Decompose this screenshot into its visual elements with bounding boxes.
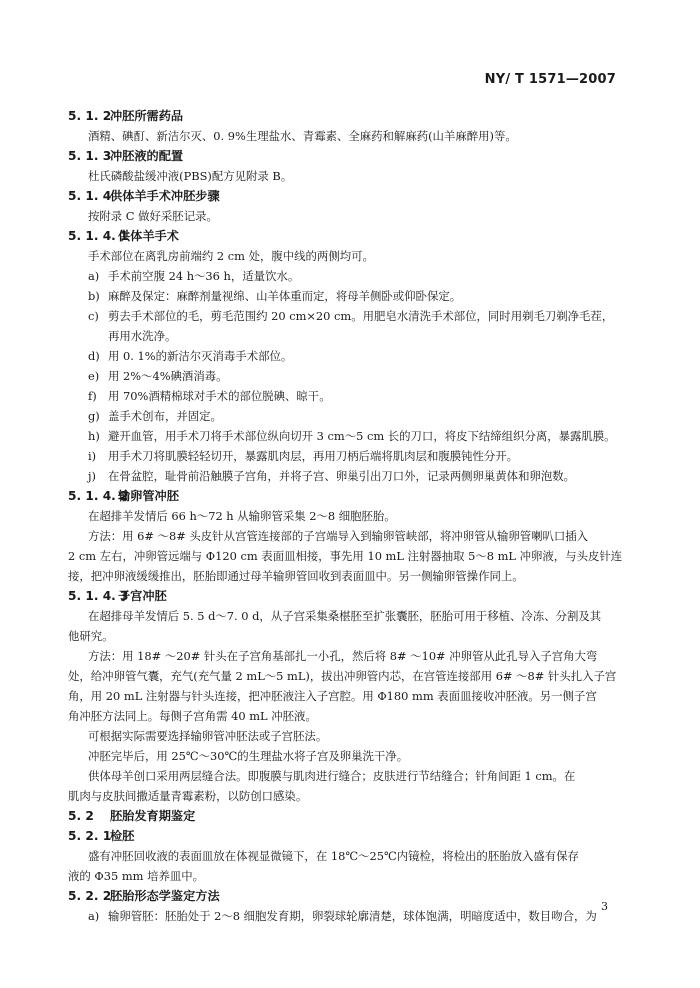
section-5-1-2-text: 酒精、碘酊、新洁尔灭、0. 9%生理盐水、青霉素、全麻药和解麻药(山羊麻醉用)等。 xyxy=(88,129,517,143)
text-line: 他研究。 xyxy=(68,629,114,643)
section-number: 5. 1. 2 xyxy=(68,109,112,123)
list-item xyxy=(68,266,616,286)
list-marker: g) xyxy=(88,409,100,423)
text-line: 液的 Φ35 mm 培养皿中。 xyxy=(68,869,205,883)
list-text: 手术前空腹 24 h～36 h，适量饮水。 xyxy=(108,269,300,283)
text-line: 2 cm 左右，冲卵管远端与 Φ120 cm 表面皿相接，事先用 10 mL 注射器抽取 5～8 mL 冲卵液，与头皮针连 xyxy=(68,549,623,563)
list-marker: e) xyxy=(88,369,100,383)
list-text: 用 0. 1%的新洁尔灭消毒手术部位。 xyxy=(108,349,293,363)
list-item xyxy=(68,906,616,926)
list-text: 避开血管，用手术刀将手术部位纵向切开 3 cm～5 cm 长的刀口，将皮下结缔组织分离，暴露肌膜。 xyxy=(108,429,616,443)
section-5-1-4-1-heading xyxy=(68,226,616,246)
text-line: 处，给冲卵管气囊，充气(充气量 2 mL～5 mL)，拔出冲卵管内芯，在宫管连接部用 6# ～8# 针头扎入子宫 xyxy=(68,669,617,683)
section-5-1-3-heading xyxy=(68,146,616,166)
text-line: 接，把冲卵液缓缓推出，胚胎即通过母羊输卵管回收到表面皿中。另一侧输卵管操作同上。 xyxy=(68,569,524,583)
list-item xyxy=(68,466,616,486)
list-text: 剪去手术部位的毛，剪毛范围约 20 cm×20 cm。用肥皂水清洗手术部位，同时用剃毛刀剃净毛茬，再用水洗净。 xyxy=(108,309,614,343)
page-content xyxy=(68,106,623,926)
list-marker: i) xyxy=(88,449,97,463)
list-item xyxy=(68,386,616,406)
section-5-1-4-3-p4: 冲胚完毕后，用 25℃～30℃的生理盐水将子宫及卵巢洗干净。 xyxy=(88,749,409,763)
list-text: 用 2%～4%碘酒消毒。 xyxy=(108,369,228,383)
list-marker: f) xyxy=(88,389,97,403)
section-title: 子宫冲胚 xyxy=(118,589,167,603)
text-line: 角，用 20 mL 注射器与针头连接，把冲胚液注入子宫腔。用 Φ180 mm 表面皿接收冲胚液。另一侧子宫 xyxy=(68,689,597,703)
text-line: 方法：用 6# ～8# 头皮针从宫管连接部的子宫端导入到输卵管峡部，将冲卵管从输卵管喇叭口插入 xyxy=(88,529,589,543)
section-5-2-1-p1 xyxy=(68,846,616,886)
list-item xyxy=(68,366,616,386)
list-item xyxy=(68,426,616,446)
section-title: 胚胎形态学鉴定方法 xyxy=(110,889,220,903)
section-5-1-4-2-method xyxy=(68,526,623,586)
list-text: 输卵管胚：胚胎处于 2～8 细胞发育期，卵裂球轮廓清楚，球体饱满，明暗度适中，数目吻合，为 xyxy=(108,909,597,923)
section-title: 冲胚所需药品 xyxy=(110,109,184,123)
section-5-1-4-1-intro: 手术部位在离乳房前端约 2 cm 处，腹中线的两侧均可。 xyxy=(88,249,374,263)
section-5-1-4-text: 按附录 C 做好采胚记录。 xyxy=(88,209,218,223)
list-marker: a) xyxy=(88,269,100,283)
section-title: 供体羊手术 xyxy=(118,229,179,243)
section-title: 胚胎发育期鉴定 xyxy=(110,809,196,823)
section-5-1-4-3-p5 xyxy=(68,766,616,806)
section-5-1-4-2-heading xyxy=(68,486,616,506)
section-number: 5. 2. 2 xyxy=(68,889,112,903)
section-5-1-4-3-p1 xyxy=(68,606,616,646)
list-item xyxy=(68,446,616,466)
section-number: 5. 2 xyxy=(68,809,94,823)
text-line: 盛有冲胚回收液的表面皿放在体视显微镜下，在 18℃～25℃内镜检，将检出的胚胎放入盛有保存 xyxy=(88,849,579,863)
section-5-1-4-3-heading xyxy=(68,586,616,606)
list-text: 用 70%酒精棉球对手术的部位脱碘、晾干。 xyxy=(108,389,331,403)
section-5-1-3-text: 杜氏磷酸盐缓冲液(PBS)配方见附录 B。 xyxy=(88,169,293,183)
list-item xyxy=(68,286,616,306)
section-5-1-4-3-p3: 可根据实际需要选择输卵管冲胚法或子宫胚法。 xyxy=(88,729,328,743)
list-text: 用手术刀将肌膜轻轻切开，暴露肌肉层，再用刀柄后端将肌肉层和腹膜钝性分开。 xyxy=(108,449,519,463)
list-text: 麻醉及保定：麻醉剂量视绵、山羊体重而定，将母羊侧卧或仰卧保定。 xyxy=(108,289,462,303)
section-number: 5. 1. 4. 2 xyxy=(68,489,129,503)
section-title: 供体羊手术冲胚步骤 xyxy=(110,189,220,203)
section-number: 5. 1. 4. 1 xyxy=(68,229,129,243)
list-marker: a) xyxy=(88,909,100,923)
text-line: 供体母羊创口采用两层缝合法。即腹膜与肌肉进行缝合；皮肤进行节结缝合；针角间距 1 cm。在 xyxy=(88,769,576,783)
list-item xyxy=(68,346,616,366)
section-number: 5. 1. 3 xyxy=(68,149,112,163)
section-5-1-2-heading xyxy=(68,106,616,126)
section-5-2-2-heading xyxy=(68,886,616,906)
section-number: 5. 2. 1 xyxy=(68,829,112,843)
page-number: 3 xyxy=(601,900,608,913)
section-5-2-1-heading xyxy=(68,826,616,846)
list-marker: c) xyxy=(88,309,99,323)
list-marker: d) xyxy=(88,349,100,363)
section-5-1-4-2-p1: 在超排羊发情后 66 h～72 h 从输卵管采集 2～8 细胞胚胎。 xyxy=(88,509,396,523)
list-text: 盖手术创布，并固定。 xyxy=(108,409,222,423)
section-title: 冲胚液的配置 xyxy=(110,149,184,163)
section-5-1-4-heading xyxy=(68,186,616,206)
list-text: 在骨盆腔，耻骨前沿触膜子宫角，并将子宫、卵巢引出刀口外，记录两侧卵巢黄体和卵泡数。 xyxy=(108,469,576,483)
standard-number: NY/ T 1571—2007 xyxy=(484,72,616,87)
section-title: 输卵管冲胚 xyxy=(118,489,179,503)
text-line: 角冲胚方法同上。每侧子宫角需 40 mL 冲胚液。 xyxy=(68,709,317,723)
list-marker: h) xyxy=(88,429,100,443)
list-marker: b) xyxy=(88,289,100,303)
list-item xyxy=(68,406,616,426)
text-line: 肌肉与皮肤间撒适量青霉素粉，以防创口感染。 xyxy=(68,789,308,803)
section-5-1-4-3-method xyxy=(68,646,616,726)
section-title: 检胚 xyxy=(110,829,135,843)
text-line: 在超排母羊发情后 5. 5 d～7. 0 d，从子宫采集桑椹胚至扩张囊胚，胚胎可用于移植、冷冻、分割及其 xyxy=(88,609,602,623)
section-number: 5. 1. 4 xyxy=(68,189,112,203)
text-line: 方法：用 18# ～20# 针头在子宫角基部扎一小孔，然后将 8# ～10# 冲卵管从此孔导入子宫角大弯 xyxy=(88,649,598,663)
section-5-2-heading xyxy=(68,806,616,826)
section-number: 5. 1. 4. 3 xyxy=(68,589,129,603)
list-item xyxy=(68,306,616,346)
list-marker: j) xyxy=(88,469,96,483)
